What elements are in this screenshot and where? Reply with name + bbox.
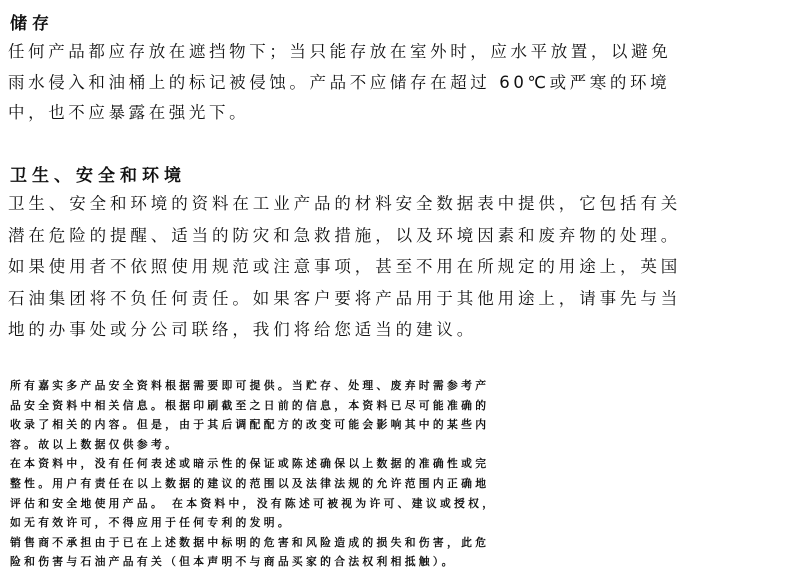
hse-heading: 卫生、安全和环境 [10,166,186,186]
hse-paragraph: 卫生、安全和环境的资料在工业产品的材料安全数据表中提供，它包括有关 潜在危险的提醒、适当的防灾和急救措施，以及环境因素和废弃物的处理。 如果使用者不依照使用规范或注意事项，甚至不用在所规定的用途上，英国 石油集团将不负任何责任。如果客户要将产品用于其他用途上，请事先与当 地的办事处或分公司联络，我们将给您适当的建议。 [8,194,682,339]
storage-paragraph: 任何产品都应存放在遮挡物下；当只能存放在室外时，应水平放置，以避免 雨水侵入和油桶上的标记被侵蚀。产品不应储存在超过 60℃或严寒的环境 中，也不应暴露在强光下。 [8,42,672,122]
disclaimer-paragraph: 所有嘉实多产品安全资料根据需要即可提供。当贮存、处理、废弃时需参考产 品安全资料中相关信息。根据印刷截至之日前的信息，本资料已尽可能准确的 收录了相关的内容。但是，由于其后调配配方的改变可能会影响其中的某些内 容。故以上数据仅供参考。 在本资料中，没有任何表述或暗示性的保证或陈述确保以上数据的准确性或完 整性。用户有责任在以上数据的建议的范围以及法律法规的允许范围内正确地 评估和安全地使用产品。 在本资料中，没有陈述可被视为许可、建议或授权， 如无有效许可，不得应用于任何专利的发明。 销售商不承担由于已在上述数据中标明的危害和风险造成的损失和伤害，此危 险和伤害与石油产品有关（但本声明不与商品买家的合法权利相抵触）。 [10,379,497,569]
storage-heading: 储存 [10,14,54,34]
